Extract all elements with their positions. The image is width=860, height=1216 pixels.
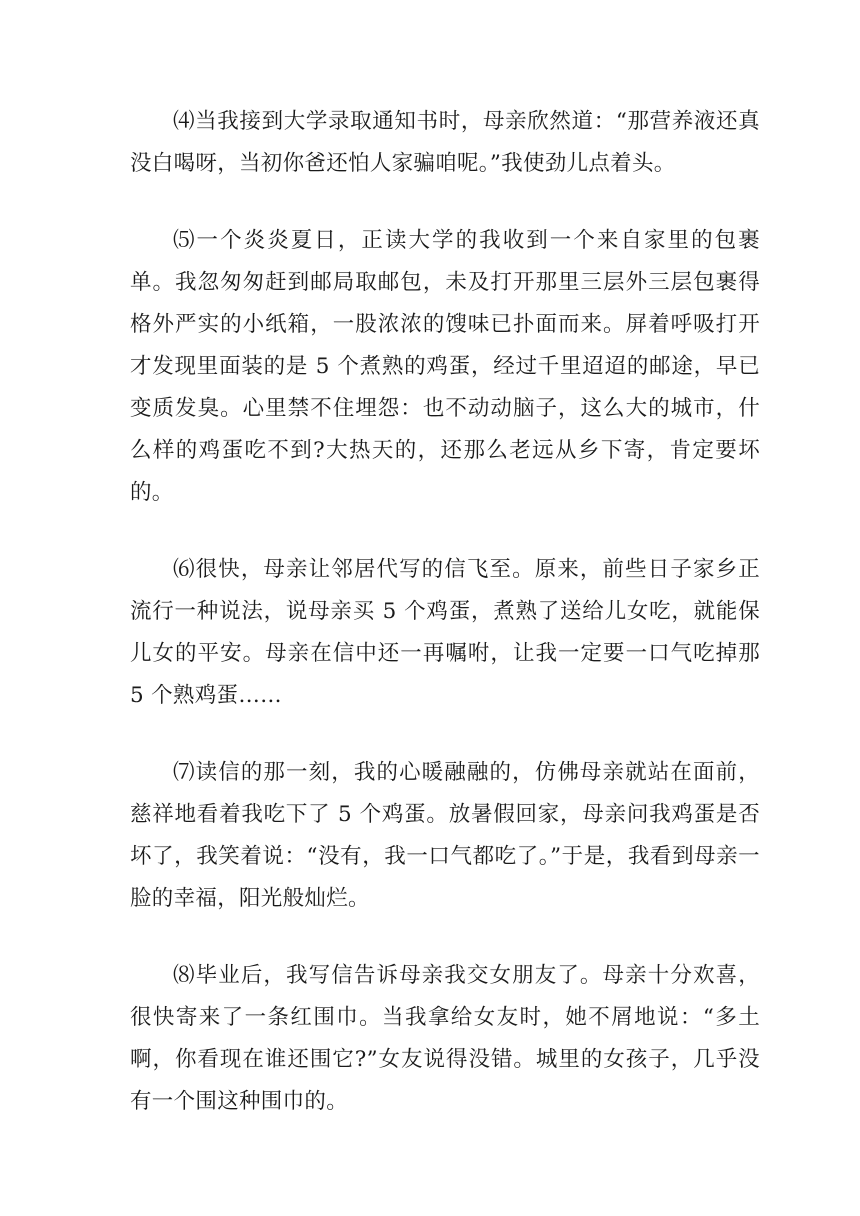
paragraph-8: ⑻毕业后，我写信告诉母亲我交女朋友了。母亲十分欢喜，很快寄来了一条红围巾。当我拿给女友时，她不屑地说：“多土啊，你看现在谁还围它?”女友说得没错。城里的女孩子，几乎没有一个围这种围巾的。 — [130, 963, 760, 1114]
paragraph-4: ⑷当我接到大学录取通知书时，母亲欣然道：“那营养液还真没白喝呀，当初你爸还怕人家骗咱呢。”我使劲儿点着头。 — [130, 109, 760, 176]
paragraph-5: ⑸一个炎炎夏日，正读大学的我收到一个来自家里的包裹单。我忽匆匆赶到邮局取邮包，未及打开那里三层外三层包裹得格外严实的小纸箱，一股浓浓的馊味已扑面而来。屏着呼吸打开才发现里面装的是 5 个煮熟的鸡蛋，经过千里迢迢的邮途，早已变质发臭。心里禁不住埋怨：也不动动脑子，这么大的城市，什么样的鸡蛋吃不到?大热天的，还那么老远从乡下寄，肯定要坏的。 — [130, 228, 760, 505]
paragraph-7: ⑺读信的那一刻，我的心暖融融的，仿佛母亲就站在面前，慈祥地看着我吃下了 5 个鸡蛋。放暑假回家，母亲问我鸡蛋是否坏了，我笑着说：“没有，我一口气都吃了。”于是，我看到母亲一脸的幸福，阳光般灿烂。 — [130, 760, 760, 911]
paragraph-6: ⑹很快，母亲让邻居代写的信飞至。原来，前些日子家乡正流行一种说法，说母亲买 5 个鸡蛋，煮熟了送给儿女吃，就能保儿女的平安。母亲在信中还一再嘱咐，让我一定要一口气吃掉那 5 个熟鸡蛋…… — [130, 557, 760, 708]
